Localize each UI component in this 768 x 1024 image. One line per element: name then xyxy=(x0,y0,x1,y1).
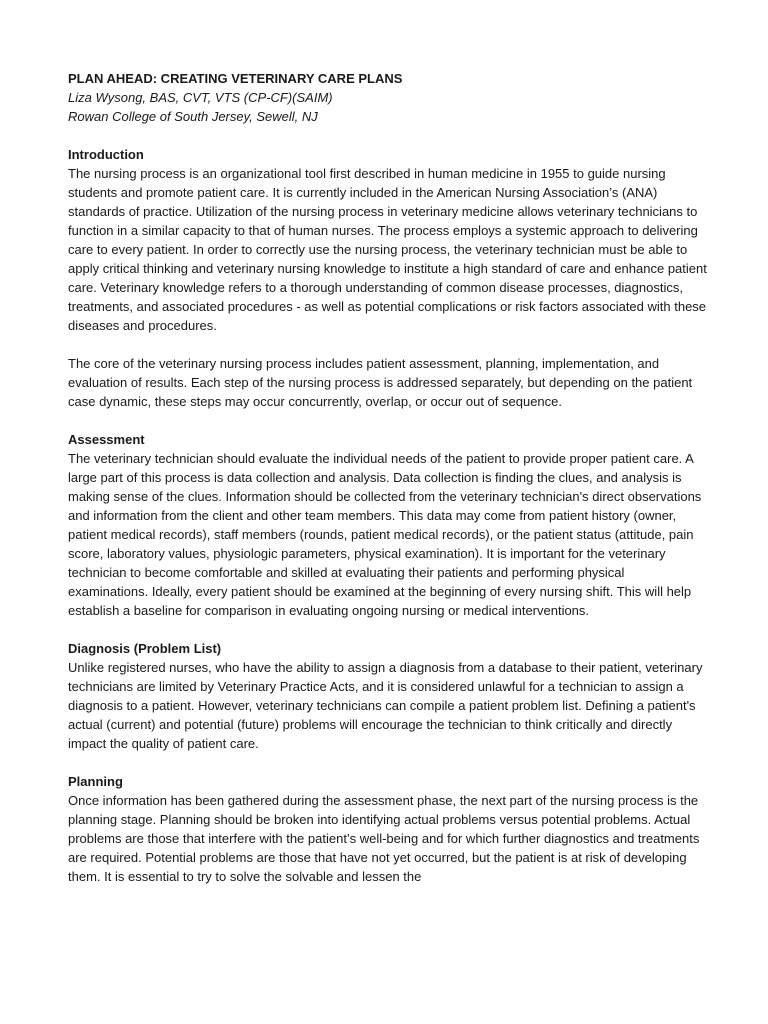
section-assessment xyxy=(68,430,708,620)
document-title: PLAN AHEAD: CREATING VETERINARY CARE PLANS xyxy=(68,71,403,86)
section-heading: Planning xyxy=(68,774,123,789)
section-heading: Introduction xyxy=(68,147,144,162)
paragraph: Once information has been gathered during the assessment phase, the next part of the nursing process is the planning stage. Planning should be broken into identifying actual problems versus potential problems. Actual problems are those that interfere with the patient’s well-being and for which further diagnostics and treatments are required. Potential problems are those that have not yet occurred, but the patient is at risk of developing them. It is essential to try to solve the solvable and lessen the xyxy=(68,793,700,884)
paragraph: Unlike registered nurses, who have the ability to assign a diagnosis from a database to their patient, veterinary technicians are limited by Veterinary Practice Acts, and it is considered unlawful for a technician to assign a diagnosis to a patient. However, veterinary technicians can compile a patient problem list. Defining a patient's actual (current) and potential (future) problems will encourage the technician to think critically and directly impact the quality of patient care. xyxy=(68,660,703,751)
author-name: Liza Wysong, BAS, CVT, VTS (CP-CF)(SAIM) xyxy=(68,90,333,105)
paragraph: The veterinary technician should evaluate the individual needs of the patient to provide proper patient care. A large part of this process is data collection and analysis. Data collection is finding the clues, and analysis is making sense of the clues. Information should be collected from the veterinary technician's direct observations and information from the client and other team members. This data may come from patient history (owner, patient medical records), staff members (rounds, patient medical records), or the patient status (attitude, pain score, laboratory values, physiologic parameters, physical examination). It is important for the veterinary technician to become comfortable and skilled at evaluating their patients and performing physical examinations. Ideally, every patient should be examined at the beginning of every nursing shift. This will help establish a baseline for comparison in evaluating ongoing nursing or medical interventions. xyxy=(68,451,702,618)
section-planning xyxy=(68,772,708,886)
section-introduction xyxy=(68,145,708,411)
paragraph: The nursing process is an organizational tool first described in human medicine in 1955 to guide nursing students and promote patient care. It is currently included in the American Nursing Association’s (ANA) standards of practice. Utilization of the nursing process in veterinary medicine allows veterinary technicians to function in a similar capacity to that of human nurses. The process employs a systemic approach to delivering care to every patient. In order to correctly use the nursing process, the veterinary technician must be able to apply critical thinking and veterinary nursing knowledge to institute a high standard of care and enhance patient care. Veterinary knowledge refers to a thorough understanding of common disease processes, diagnostics, treatments, and associated procedures - as well as potential complications or risk factors associated with these diseases and procedures. xyxy=(68,166,707,333)
paragraph: The core of the veterinary nursing process includes patient assessment, planning, implementation, and evaluation of results. Each step of the nursing process is addressed separately, but depending on the patient case dynamic, these steps may occur concurrently, overlap, or occur out of sequence. xyxy=(68,356,693,409)
section-heading: Assessment xyxy=(68,432,145,447)
document-page xyxy=(68,69,708,886)
section-diagnosis xyxy=(68,639,708,753)
author-affiliation: Rowan College of South Jersey, Sewell, NJ xyxy=(68,109,318,124)
section-heading: Diagnosis (Problem List) xyxy=(68,641,222,656)
